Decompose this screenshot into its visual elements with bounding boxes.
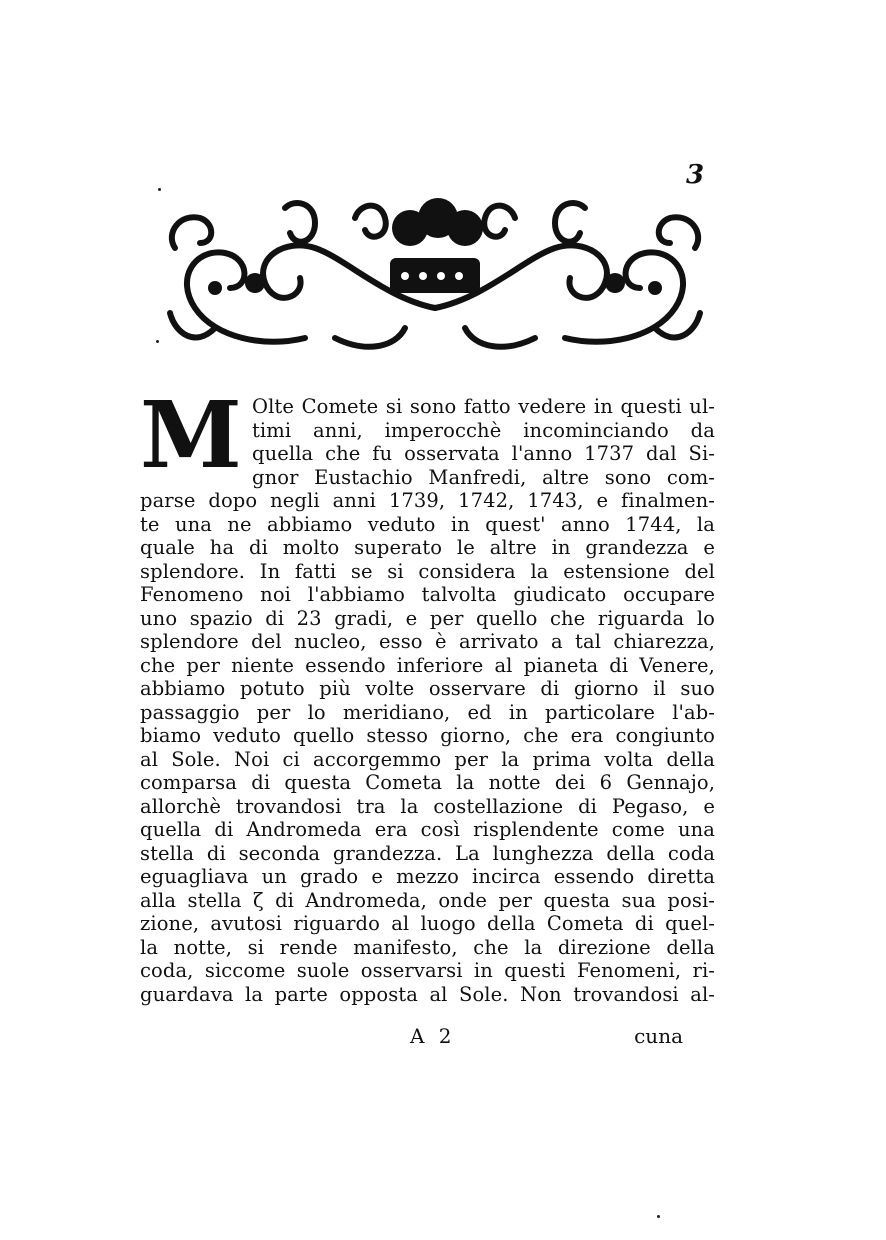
text-line: biamo veduto quello stesso giorno, che era congiunto	[140, 724, 715, 747]
text-line: Olte Comete si sono fatto vedere in questi ul-	[252, 395, 715, 418]
drop-cap: M	[140, 381, 242, 489]
text-line: timi anni, imperocchè incominciando da	[252, 418, 715, 442]
text-line: al Sole. Noi ci accorgemmo per la prima volta della	[140, 747, 715, 771]
ink-speck	[657, 1215, 660, 1218]
text-line: uno spazio di 23 gradi, e per quello che riguarda lo	[140, 606, 715, 630]
ornamental-headpiece	[155, 188, 715, 358]
text-line: abbiamo potuto più volte osservare di giorno il suo	[140, 677, 715, 700]
text-line: quella di Andromeda era così risplendente come una	[140, 818, 715, 841]
text-line: allorchè trovandosi tra la costellazione di Pegaso, e	[140, 794, 715, 818]
text-line: te una ne abbiamo veduto in quest' anno 1744, la	[140, 512, 715, 536]
text-line: gnor Eustachio Manfredi, altre sono com-	[252, 465, 715, 489]
page-footer	[140, 1024, 715, 1050]
ink-speck	[156, 340, 159, 343]
page-number: 3	[686, 160, 705, 190]
text-line: eguagliava un grado e mezzo incirca essendo diretta	[140, 865, 715, 888]
text-line: stella di seconda grandezza. La lunghezza della coda	[140, 841, 715, 865]
text-line: comparsa di questa Cometa la notte dei 6 Gennajo,	[140, 771, 715, 794]
signature-mark: A 2	[410, 1024, 456, 1048]
text-line: splendore del nucleo, esso è arrivato a tal chiarezza,	[140, 630, 715, 653]
text-line: passaggio per lo meridiano, ed in particolare l'ab-	[140, 700, 715, 724]
catchword: cuna	[634, 1024, 683, 1048]
text-line: che per niente essendo inferiore al pianeta di Venere,	[140, 653, 715, 677]
text-line: alla stella ζ di Andromeda, onde per questa sua posi-	[140, 888, 715, 912]
text-line: coda, siccome suole osservarsi in questi Fenomeni, ri-	[140, 959, 715, 982]
text-line: la notte, si rende manifesto, che la direzione della	[140, 935, 715, 959]
text-line: quella che fu osservata l'anno 1737 dal Si-	[252, 442, 715, 465]
body-text	[140, 381, 715, 1006]
text-line: zione, avutosi riguardo al luogo della Cometa di quel-	[140, 912, 715, 935]
text-line: quale ha di molto superato le altre in grandezza e	[140, 536, 715, 559]
text-line: guardava la parte opposta al Sole. Non trovandosi al-	[140, 982, 715, 1006]
text-line: Fenomeno noi l'abbiamo talvolta giudicato occupare	[140, 583, 715, 606]
text-line: splendore. In fatti se si considera la estensione del	[140, 559, 715, 583]
text-line: parse dopo negli anni 1739, 1742, 1743, e finalmen-	[140, 489, 715, 512]
ink-speck	[158, 188, 161, 191]
